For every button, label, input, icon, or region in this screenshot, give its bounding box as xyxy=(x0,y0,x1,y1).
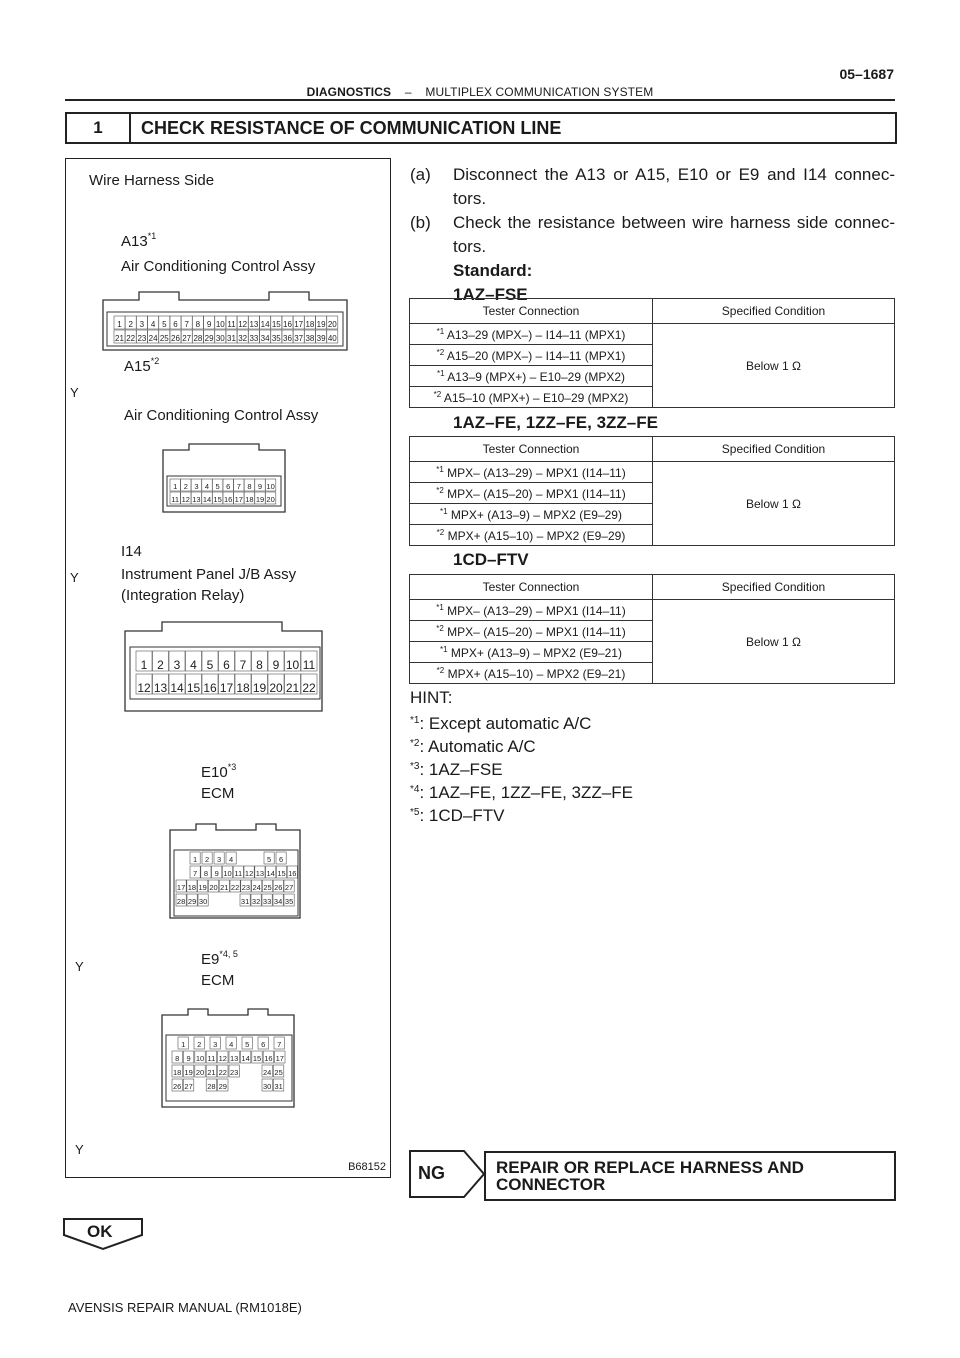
section-header xyxy=(0,85,960,99)
pin-number: 1 xyxy=(193,855,198,864)
table-row xyxy=(410,600,895,621)
pin-number: 27 xyxy=(182,334,192,343)
pin-number: 21 xyxy=(285,681,300,695)
specified-condition-cell: Below 1 Ω xyxy=(653,462,895,546)
pin-number: 28 xyxy=(193,334,203,343)
pin-number: 4 xyxy=(229,1040,234,1049)
pin-number: 40 xyxy=(327,334,337,343)
ng-label: NG xyxy=(418,1163,445,1183)
tester-connection-cell: $^{*1}$ MPX– (A13–29) – MPX1 (I14–11) xyxy=(410,462,653,483)
ok-label: OK xyxy=(87,1222,113,1241)
pin-number: 18 xyxy=(245,495,254,504)
pin-number: 24 xyxy=(148,334,158,343)
pin-number: 22 xyxy=(218,1068,227,1077)
wire-harness-side-label: Wire Harness Side xyxy=(89,172,215,189)
step-a-text: Disconnect the A13 or A15, E10 or E9 and I14 connec- xyxy=(453,165,895,184)
pin-number: 30 xyxy=(198,897,208,906)
specified-condition-cell: Below 1 Ω xyxy=(653,324,895,408)
pin-number: 20 xyxy=(266,495,275,504)
pin-number: 11 xyxy=(227,320,236,329)
connector-code: A13 xyxy=(121,233,148,250)
step-b-text: Check the resistance between wire harness side connec- xyxy=(453,213,895,232)
pin-number: 9 xyxy=(214,869,219,878)
pin-number: 19 xyxy=(198,883,207,892)
tester-connection-cell: $^{*2}$ A15–10 (MPX+) – E10–29 (MPX2) xyxy=(410,387,653,408)
pin-number: 21 xyxy=(115,334,124,343)
pin-number: 6 xyxy=(226,482,231,491)
pin-number: 3 xyxy=(213,1040,218,1049)
pin-number: 13 xyxy=(230,1054,239,1063)
hint-item: $^{*2}$: Automatic A/C xyxy=(410,737,536,756)
pin-number: 25 xyxy=(159,334,169,343)
col-specified-condition: Specified Condition xyxy=(653,299,895,324)
pin-number: 8 xyxy=(247,482,252,491)
y-mark: Y xyxy=(75,1142,84,1157)
pin-number: 20 xyxy=(327,320,337,329)
pin-number: 4 xyxy=(190,658,197,672)
pin-number: 31 xyxy=(274,1082,283,1091)
pin-number: 16 xyxy=(203,681,217,695)
tester-connection-cell: $^{*2}$ A15–20 (MPX–) – I14–11 (MPX1) xyxy=(410,345,653,366)
specified-condition-cell: Below 1 Ω xyxy=(653,600,895,684)
pin-number: 16 xyxy=(224,495,233,504)
pin-number: 15 xyxy=(213,495,222,504)
pin-number: 13 xyxy=(255,869,265,878)
pin-number: 26 xyxy=(274,883,283,892)
pin-number: 30 xyxy=(263,1082,272,1091)
connector-footnote: *2 xyxy=(150,356,160,366)
pin-number: 18 xyxy=(305,320,315,329)
connector-e10-pins xyxy=(176,852,297,906)
col-tester-connection: Tester Connection xyxy=(410,437,653,462)
pin-number: 2 xyxy=(157,658,164,672)
pin-number: 27 xyxy=(184,1082,193,1091)
pin-number: 1 xyxy=(173,482,178,491)
table-row xyxy=(410,324,895,345)
pin-number: 29 xyxy=(187,897,197,906)
tester-connection-cell: $^{*2}$ MPX– (A15–20) – MPX1 (I14–11) xyxy=(410,483,653,504)
pin-number: 12 xyxy=(238,320,248,329)
pin-number: 19 xyxy=(316,320,326,329)
connector-footnote: *3 xyxy=(227,762,237,772)
pin-number: 25 xyxy=(263,883,272,892)
spec-table-1azfse xyxy=(409,298,895,408)
pin-number: 11 xyxy=(234,869,243,878)
pin-number: 8 xyxy=(175,1054,180,1063)
figure-id: B68152 xyxy=(348,1161,386,1173)
pin-number: 34 xyxy=(273,897,283,906)
pin-number: 2 xyxy=(128,320,133,329)
hint-item: $^{*1}$: Except automatic A/C xyxy=(410,714,592,733)
tester-connection-cell: $^{*1}$ A13–9 (MPX+) – E10–29 (MPX2) xyxy=(410,366,653,387)
pin-number: 31 xyxy=(227,334,236,343)
hint-item: $^{*4}$: 1AZ–FE, 1ZZ–FE, 3ZZ–FE xyxy=(410,783,633,802)
section-name: DIAGNOSTICS xyxy=(306,85,392,99)
pin-number: 18 xyxy=(187,883,197,892)
connector-i14-pins xyxy=(136,651,317,695)
connector-i14-drawing xyxy=(122,619,326,715)
pin-number: 12 xyxy=(218,1054,227,1063)
pin-number: 17 xyxy=(275,1054,284,1063)
pin-number: 32 xyxy=(251,897,261,906)
pin-number: 16 xyxy=(264,1054,273,1063)
connector-e9-label xyxy=(201,949,238,968)
pin-number: 30 xyxy=(215,334,225,343)
pin-number: 9 xyxy=(186,1054,191,1063)
step-a-text-cont: tors. xyxy=(453,189,487,208)
pin-number: 25 xyxy=(274,1068,283,1077)
connector-e10-drawing xyxy=(166,822,304,922)
engine-label-1cdftv: 1CD–FTV xyxy=(453,550,529,569)
pin-number: 35 xyxy=(284,897,294,906)
connector-footnote: *4, 5 xyxy=(219,949,238,959)
connector-a15-name: Air Conditioning Control Assy xyxy=(124,407,319,424)
pin-number: 15 xyxy=(271,320,281,329)
step-heading xyxy=(65,112,897,144)
connector-e10-label xyxy=(201,762,236,781)
pin-number: 14 xyxy=(241,1054,250,1063)
pin-number: 6 xyxy=(173,320,178,329)
connector-a15-pins xyxy=(170,479,276,504)
pin-number: 6 xyxy=(279,855,284,864)
pin-number: 17 xyxy=(176,883,186,892)
pin-number: 10 xyxy=(195,1054,205,1063)
y-mark: Y xyxy=(75,959,84,974)
pin-number: 17 xyxy=(234,495,243,504)
pin-number: 15 xyxy=(186,681,201,695)
engine-label-1azfse: 1AZ–FSE xyxy=(453,285,528,304)
pin-number: 3 xyxy=(139,320,145,329)
pin-number: 6 xyxy=(223,658,230,672)
standard-label: Standard: xyxy=(453,261,533,280)
pin-number: 11 xyxy=(171,495,180,504)
pin-number: 2 xyxy=(197,1040,202,1049)
pin-number: 14 xyxy=(260,320,270,329)
pin-number: 5 xyxy=(162,320,167,329)
pin-number: 15 xyxy=(252,1054,262,1063)
pin-number: 17 xyxy=(219,681,234,695)
pin-number: 11 xyxy=(302,658,316,672)
pin-number: 28 xyxy=(207,1082,216,1091)
connector-e9-drawing xyxy=(158,1007,298,1111)
connector-code: A15 xyxy=(124,358,151,375)
pin-number: 11 xyxy=(207,1054,216,1063)
connector-a15-drawing xyxy=(159,442,289,522)
header-rule xyxy=(65,99,895,101)
pin-number: 34 xyxy=(260,334,270,343)
pin-number: 23 xyxy=(241,883,251,892)
connector-footnote: *1 xyxy=(147,231,157,241)
pin-number: 26 xyxy=(173,1082,182,1091)
pin-number: 27 xyxy=(284,883,294,892)
pin-number: 39 xyxy=(316,334,326,343)
pin-number: 33 xyxy=(249,334,259,343)
pin-number: 23 xyxy=(137,334,147,343)
col-tester-connection: Tester Connection xyxy=(410,575,653,600)
pin-number: 1 xyxy=(117,320,122,329)
pin-number: 9 xyxy=(272,658,280,672)
pin-number: 18 xyxy=(236,681,250,695)
pin-number: 13 xyxy=(249,320,259,329)
pin-number: 2 xyxy=(205,855,210,864)
pin-number: 24 xyxy=(263,1068,272,1077)
pin-number: 7 xyxy=(193,869,198,878)
pin-number: 17 xyxy=(294,320,304,329)
col-specified-condition: Specified Condition xyxy=(653,575,895,600)
engine-label-1azfe: 1AZ–FE, 1ZZ–FE, 3ZZ–FE xyxy=(453,413,658,432)
pin-number: 1 xyxy=(181,1040,186,1049)
step-title: CHECK RESISTANCE OF COMMUNICATION LINE xyxy=(141,118,562,138)
pin-number: 31 xyxy=(240,897,250,906)
pin-number: 20 xyxy=(195,1068,205,1077)
connector-a13-drawing xyxy=(99,290,351,354)
pin-number: 4 xyxy=(229,855,234,864)
pin-number: 29 xyxy=(204,334,214,343)
pin-number: 14 xyxy=(266,869,275,878)
pin-number: 4 xyxy=(150,320,156,329)
pin-number: 5 xyxy=(206,658,214,672)
step-b-label: (b) xyxy=(410,213,431,232)
pin-number: 32 xyxy=(238,334,248,343)
page-number: 05–1687 xyxy=(839,66,894,82)
connector-i14-label xyxy=(121,543,142,560)
pin-number: 10 xyxy=(215,320,225,329)
pin-number: 5 xyxy=(215,482,220,491)
pin-number: 6 xyxy=(261,1040,266,1049)
connector-a13-name: Air Conditioning Control Assy xyxy=(121,258,316,275)
pin-number: 7 xyxy=(184,320,189,329)
pin-number: 18 xyxy=(173,1068,182,1077)
tester-connection-cell: $^{*1}$ MPX– (A13–29) – MPX1 (I14–11) xyxy=(410,600,653,621)
ng-action-line1: REPAIR OR REPLACE HARNESS AND xyxy=(496,1158,804,1177)
manual-footer: AVENSIS REPAIR MANUAL (RM1018E) xyxy=(68,1300,302,1315)
tester-connection-cell: $^{*1}$ MPX+ (A13–9) – MPX2 (E9–29) xyxy=(410,504,653,525)
pin-number: 12 xyxy=(244,869,254,878)
pin-number: 22 xyxy=(126,334,136,343)
pin-number: 7 xyxy=(277,1040,282,1049)
connector-e9-name: ECM xyxy=(201,972,235,989)
pin-number: 26 xyxy=(171,334,180,343)
pin-number: 36 xyxy=(283,334,292,343)
pin-number: 7 xyxy=(236,482,241,491)
pin-number: 7 xyxy=(239,658,247,672)
pin-number: 21 xyxy=(207,1068,216,1077)
hint-item: $^{*3}$: 1AZ–FSE xyxy=(410,760,503,779)
pin-number: 15 xyxy=(277,869,286,878)
pin-number: 19 xyxy=(252,681,267,695)
tester-connection-cell: $^{*2}$ MPX+ (A15–10) – MPX2 (E9–21) xyxy=(410,663,653,684)
tester-connection-cell: $^{*1}$ A13–29 (MPX–) – I14–11 (MPX1) xyxy=(410,324,653,345)
hint-title: HINT: xyxy=(410,688,453,707)
pin-number: 13 xyxy=(153,681,168,695)
pin-number: 4 xyxy=(204,482,210,491)
pin-number: 20 xyxy=(269,681,283,695)
pin-number: 2 xyxy=(183,482,188,491)
pin-number: 37 xyxy=(294,334,304,343)
pin-number: 33 xyxy=(262,897,272,906)
connector-i14-name: Instrument Panel J/B Assy xyxy=(121,566,297,583)
step-a-label: (a) xyxy=(410,165,431,184)
pin-number: 35 xyxy=(271,334,281,343)
pin-number: 23 xyxy=(230,1068,239,1077)
pin-number: 14 xyxy=(170,681,184,695)
pin-number: 24 xyxy=(252,883,261,892)
ng-action-box xyxy=(484,1151,896,1201)
ng-action-line2: CONNECTOR xyxy=(496,1175,606,1194)
connector-a15-label xyxy=(124,356,159,375)
hint-item: $^{*5}$: 1CD–FTV xyxy=(410,806,505,825)
y-mark: Y xyxy=(70,385,79,400)
pin-number: 13 xyxy=(192,495,201,504)
connector-i14-name2: (Integration Relay) xyxy=(121,587,245,604)
connector-code: E10 xyxy=(201,764,228,781)
connector-code: I14 xyxy=(121,543,142,560)
section-separator: – xyxy=(404,85,412,99)
pin-number: 1 xyxy=(140,658,148,672)
connector-e9-pins xyxy=(172,1037,285,1091)
pin-number: 10 xyxy=(223,869,232,878)
pin-number: 16 xyxy=(288,869,297,878)
pin-number: 10 xyxy=(266,482,275,491)
pin-number: 19 xyxy=(184,1068,193,1077)
spec-table-1azfe xyxy=(409,436,895,546)
spec-table-1cdftv xyxy=(409,574,895,684)
pin-number: 3 xyxy=(217,855,222,864)
connector-a13-label xyxy=(121,231,156,250)
pin-number: 5 xyxy=(267,855,272,864)
pin-number: 22 xyxy=(230,883,240,892)
tester-connection-cell: $^{*2}$ MPX+ (A15–10) – MPX2 (E9–29) xyxy=(410,525,653,546)
pin-number: 16 xyxy=(283,320,292,329)
pin-number: 9 xyxy=(257,482,263,491)
col-tester-connection: Tester Connection xyxy=(410,299,653,324)
pin-number: 20 xyxy=(209,883,218,892)
pin-number: 28 xyxy=(176,897,186,906)
table-row xyxy=(410,462,895,483)
pin-number: 3 xyxy=(194,482,199,491)
subsection-name: MULTIPLEX COMMUNICATION SYSTEM xyxy=(425,85,654,99)
pin-number: 8 xyxy=(195,320,201,329)
pin-number: 9 xyxy=(206,320,212,329)
connector-code: E9 xyxy=(201,951,220,968)
step-b-text-cont: tors. xyxy=(453,237,487,256)
step-number: 1 xyxy=(67,114,131,142)
pin-number: 5 xyxy=(245,1040,250,1049)
pin-number: 3 xyxy=(173,658,181,672)
pin-number: 14 xyxy=(202,495,212,504)
connector-figure xyxy=(65,158,391,1178)
pin-number: 22 xyxy=(302,681,316,695)
tester-connection-cell: $^{*1}$ MPX+ (A13–9) – MPX2 (E9–21) xyxy=(410,642,653,663)
pin-number: 19 xyxy=(255,495,265,504)
pin-number: 12 xyxy=(137,681,151,695)
connector-e10-name: ECM xyxy=(201,785,235,802)
pin-number: 29 xyxy=(218,1082,227,1091)
y-mark: Y xyxy=(70,570,79,585)
pin-number: 21 xyxy=(220,883,229,892)
pin-number: 12 xyxy=(181,495,190,504)
pin-number: 8 xyxy=(256,658,263,672)
col-specified-condition: Specified Condition xyxy=(653,437,895,462)
connector-a13-pins xyxy=(114,316,338,343)
pin-number: 8 xyxy=(203,869,208,878)
tester-connection-cell: $^{*2}$ MPX– (A15–20) – MPX1 (I14–11) xyxy=(410,621,653,642)
pin-number: 10 xyxy=(285,658,300,672)
pin-number: 38 xyxy=(305,334,315,343)
